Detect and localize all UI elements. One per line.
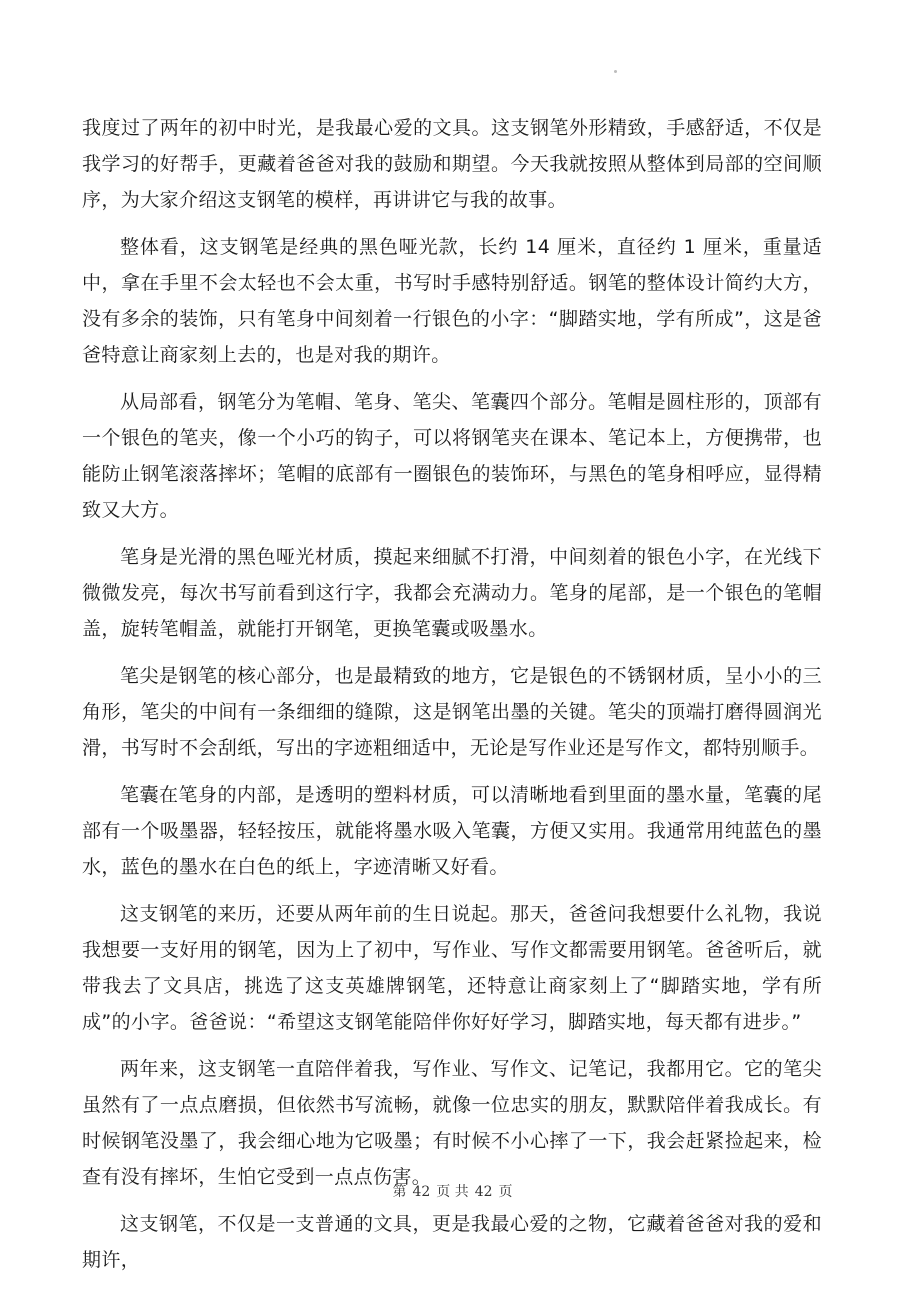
paragraph: 这支钢笔的来历，还要从两年前的生日说起。那天，爸爸问我想要什么礼物，我说我想要一支好用的钢笔，因为上了初中，写作业、写作文都需要用钢笔。爸爸听后，就带我去了文具店，挑选了这支英雄牌钢笔，还特意让商家刻上了“脚踏实地，学有所成”的小字。爸爸说：“希望这支钢笔能陪伴你好好学习，脚踏实地，每天都有进步。” — [82, 903, 822, 1033]
paragraph: 整体看，这支钢笔是经典的黑色哑光款，长约 14 厘米，直径约 1 厘米，重量适中，拿在手里不会太轻也不会太重，书写时手感特别舒适。钢笔的整体设计简约大方，没有多余的装饰，只有笔身中间刻着一行银色的小字：“脚踏实地，学有所成”，这是爸爸特意让商家刻上去的，也是对我的期许。 — [82, 236, 822, 366]
paragraph: 这支钢笔，不仅是一支普通的文具，更是我最心爱的之物，它藏着爸爸对我的爱和期许， — [82, 1213, 822, 1271]
scan-speck — [614, 70, 617, 73]
footer-prefix: 第 — [392, 1184, 407, 1200]
document-body — [82, 110, 822, 1289]
paragraph: 笔身是光滑的黑色哑光材质，摸起来细腻不打滑，中间刻着的银色小字，在光线下微微发亮，每次书写前看到这行字，我都会充满动力。笔身的尾部，是一个银色的笔帽盖，旋转笔帽盖，就能打开钢笔，更换笔囊或吸墨水。 — [82, 546, 822, 640]
page-footer — [0, 1182, 905, 1202]
current-page-number: 42 — [412, 1184, 431, 1200]
total-page-count: 42 — [474, 1184, 493, 1200]
footer-suffix: 页 — [498, 1184, 513, 1200]
paragraph: 从局部看，钢笔分为笔帽、笔身、笔尖、笔囊四个部分。笔帽是圆柱形的，顶部有一个银色的笔夹，像一个小巧的钩子，可以将钢笔夹在课本、笔记本上，方便携带，也能防止钢笔滚落摔坏；笔帽的底部有一圈银色的装饰环，与黑色的笔身相呼应，显得精致又大方。 — [82, 391, 822, 521]
paragraph: 笔囊在笔身的内部，是透明的塑料材质，可以清晰地看到里面的墨水量，笔囊的尾部有一个吸墨器，轻轻按压，就能将墨水吸入笔囊，方便又实用。我通常用纯蓝色的墨水，蓝色的墨水在白色的纸上，字迹清晰又好看。 — [82, 784, 822, 878]
paragraph-continuation: 我度过了两年的初中时光，是我最心爱的文具。这支钢笔外形精致，手感舒适，不仅是我学习的好帮手，更藏着爸爸对我的鼓励和期望。今天我就按照从整体到局部的空间顺序，为大家介绍这支钢笔的模样，再讲讲它与我的故事。 — [82, 117, 822, 211]
paragraph: 两年来，这支钢笔一直陪伴着我，写作业、写作文、记笔记，我都用它。它的笔尖虽然有了一点点磨损，但依然书写流畅，就像一位忠实的朋友，默默陪伴着我成长。有时候钢笔没墨了，我会细心地为它吸墨；有时候不小心摔了一下，我会赶紧捡起来，检查有没有摔坏，生怕它受到一点点伤害。 — [82, 1058, 822, 1188]
paragraph: 笔尖是钢笔的核心部分，也是最精致的地方，它是银色的不锈钢材质，呈小小的三角形，笔尖的中间有一条细细的缝隙，这是钢笔出墨的关键。笔尖的顶端打磨得圆润光滑，书写时不会刮纸，写出的字迹粗细适中，无论是写作业还是写作文，都特别顺手。 — [82, 665, 822, 759]
footer-middle: 页 共 — [436, 1184, 469, 1200]
